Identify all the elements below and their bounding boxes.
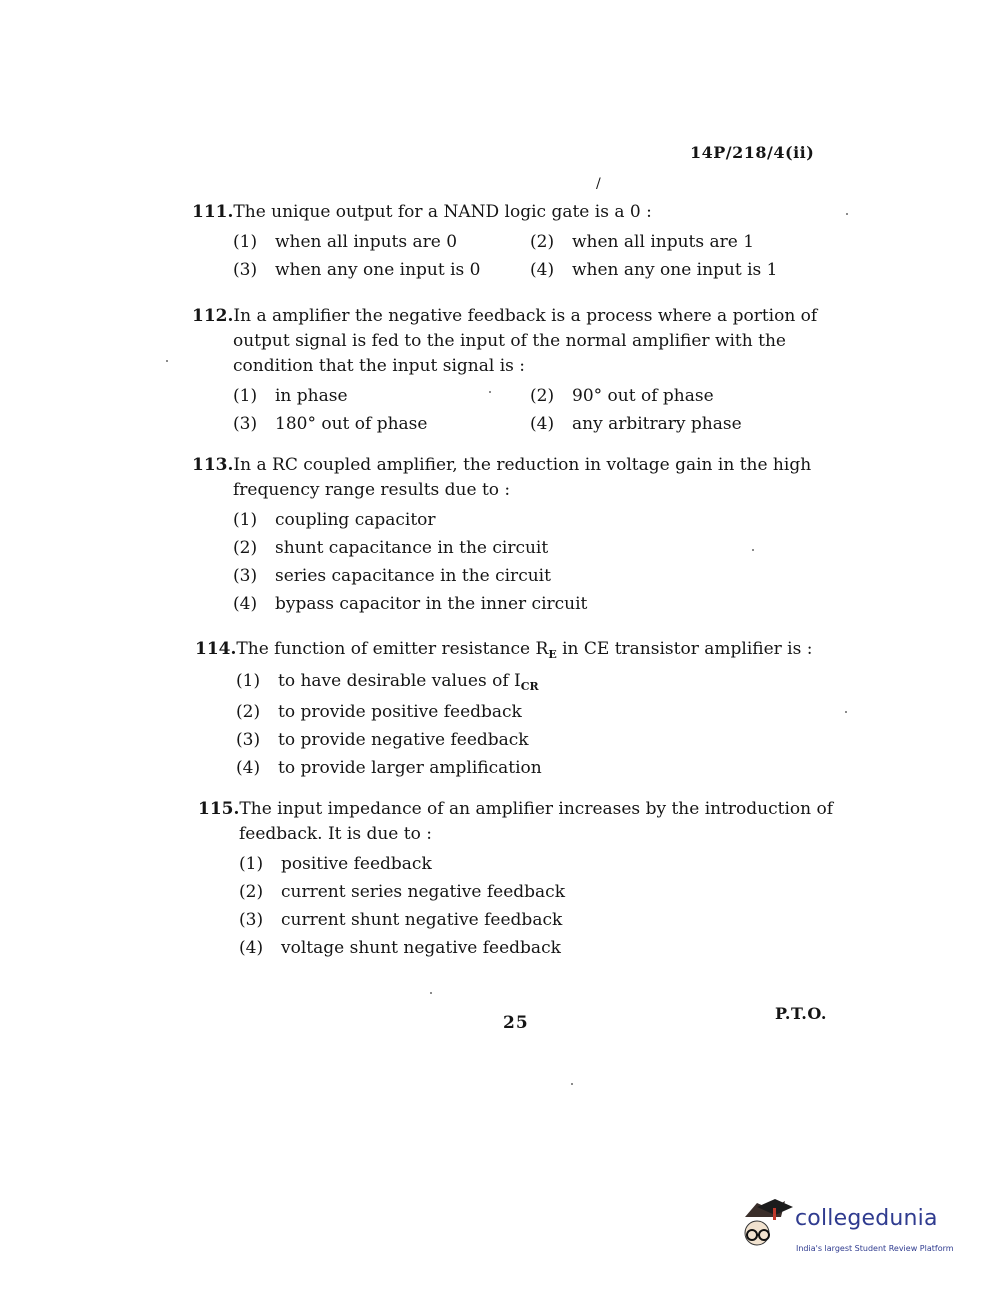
speck [571, 1083, 573, 1085]
question-number: 112. [192, 306, 234, 326]
option-3: (3) when any one input is 0 [233, 259, 481, 280]
option-4: (4) voltage shunt negative feedback [239, 937, 561, 958]
option-3: (3) current shunt negative feedback [239, 909, 563, 930]
mascot-icon [745, 1199, 793, 1245]
option-4: (4) to provide larger amplification [236, 757, 542, 778]
option-1: (1) positive feedback [239, 853, 432, 874]
option-3: (3) 180° out of phase [233, 413, 428, 434]
option-2: (2) to provide positive feedback [236, 701, 522, 722]
option-1: (1) to have desirable values of $I_{CR}$ [236, 671, 539, 693]
question-113 [192, 453, 832, 618]
speck [489, 391, 491, 393]
question-114 [195, 637, 835, 782]
question-text: The unique output for a NAND logic gate is a 0 : [233, 202, 652, 222]
page-number: 25 [503, 1013, 529, 1033]
question-111 [192, 200, 832, 284]
speck [845, 711, 847, 713]
option-3: (3) series capacitance in the circuit [233, 565, 551, 586]
option-4: (4) any arbitrary phase [530, 413, 742, 434]
please-turn-over: P.T.O. [775, 1004, 827, 1023]
option-3: (3) to provide negative feedback [236, 729, 529, 750]
logo-wordmark: collegedunia [795, 1206, 938, 1231]
question-number: 114. [195, 639, 237, 659]
question-text: In a RC coupled amplifier, the reduction in voltage gain in the high [233, 455, 812, 475]
option-4: (4) when any one input is 1 [530, 259, 778, 280]
speck [846, 213, 848, 215]
speck [752, 549, 754, 551]
option-1: (1) in phase [233, 385, 348, 406]
option-4: (4) bypass capacitor in the inner circuit [233, 593, 588, 614]
question-text: The function of emitter resistance $R_E$ in CE transistor amplifier is : [236, 639, 813, 661]
question-text: In a amplifier the negative feedback is a process where a portion of [233, 306, 818, 326]
question-text-continued: frequency range results due to : [233, 480, 511, 500]
speck [430, 992, 432, 994]
stray-mark: / [596, 176, 601, 192]
option-1: (1) when all inputs are 0 [233, 231, 458, 252]
question-text-continued: condition that the input signal is : [233, 356, 525, 376]
question-number: 115. [198, 799, 240, 819]
option-2: (2) when all inputs are 1 [530, 231, 755, 252]
logo-tagline: India's largest Student Review Platform [796, 1244, 954, 1253]
speck [166, 360, 168, 362]
question-text-continued: output signal is fed to the input of the normal amplifier with the [233, 331, 786, 351]
option-1: (1) coupling capacitor [233, 509, 436, 530]
paper-code: 14P/218/4(ii) [690, 143, 815, 162]
option-2: (2) 90° out of phase [530, 385, 714, 406]
question-text: The input impedance of an amplifier increases by the introduction of [239, 799, 834, 819]
question-115 [198, 797, 838, 962]
option-2: (2) shunt capacitance in the circuit [233, 537, 549, 558]
question-number: 111. [192, 202, 234, 222]
question-text-continued: feedback. It is due to : [239, 824, 432, 844]
question-number: 113. [192, 455, 234, 475]
option-2: (2) current series negative feedback [239, 881, 566, 902]
question-112 [192, 304, 832, 438]
